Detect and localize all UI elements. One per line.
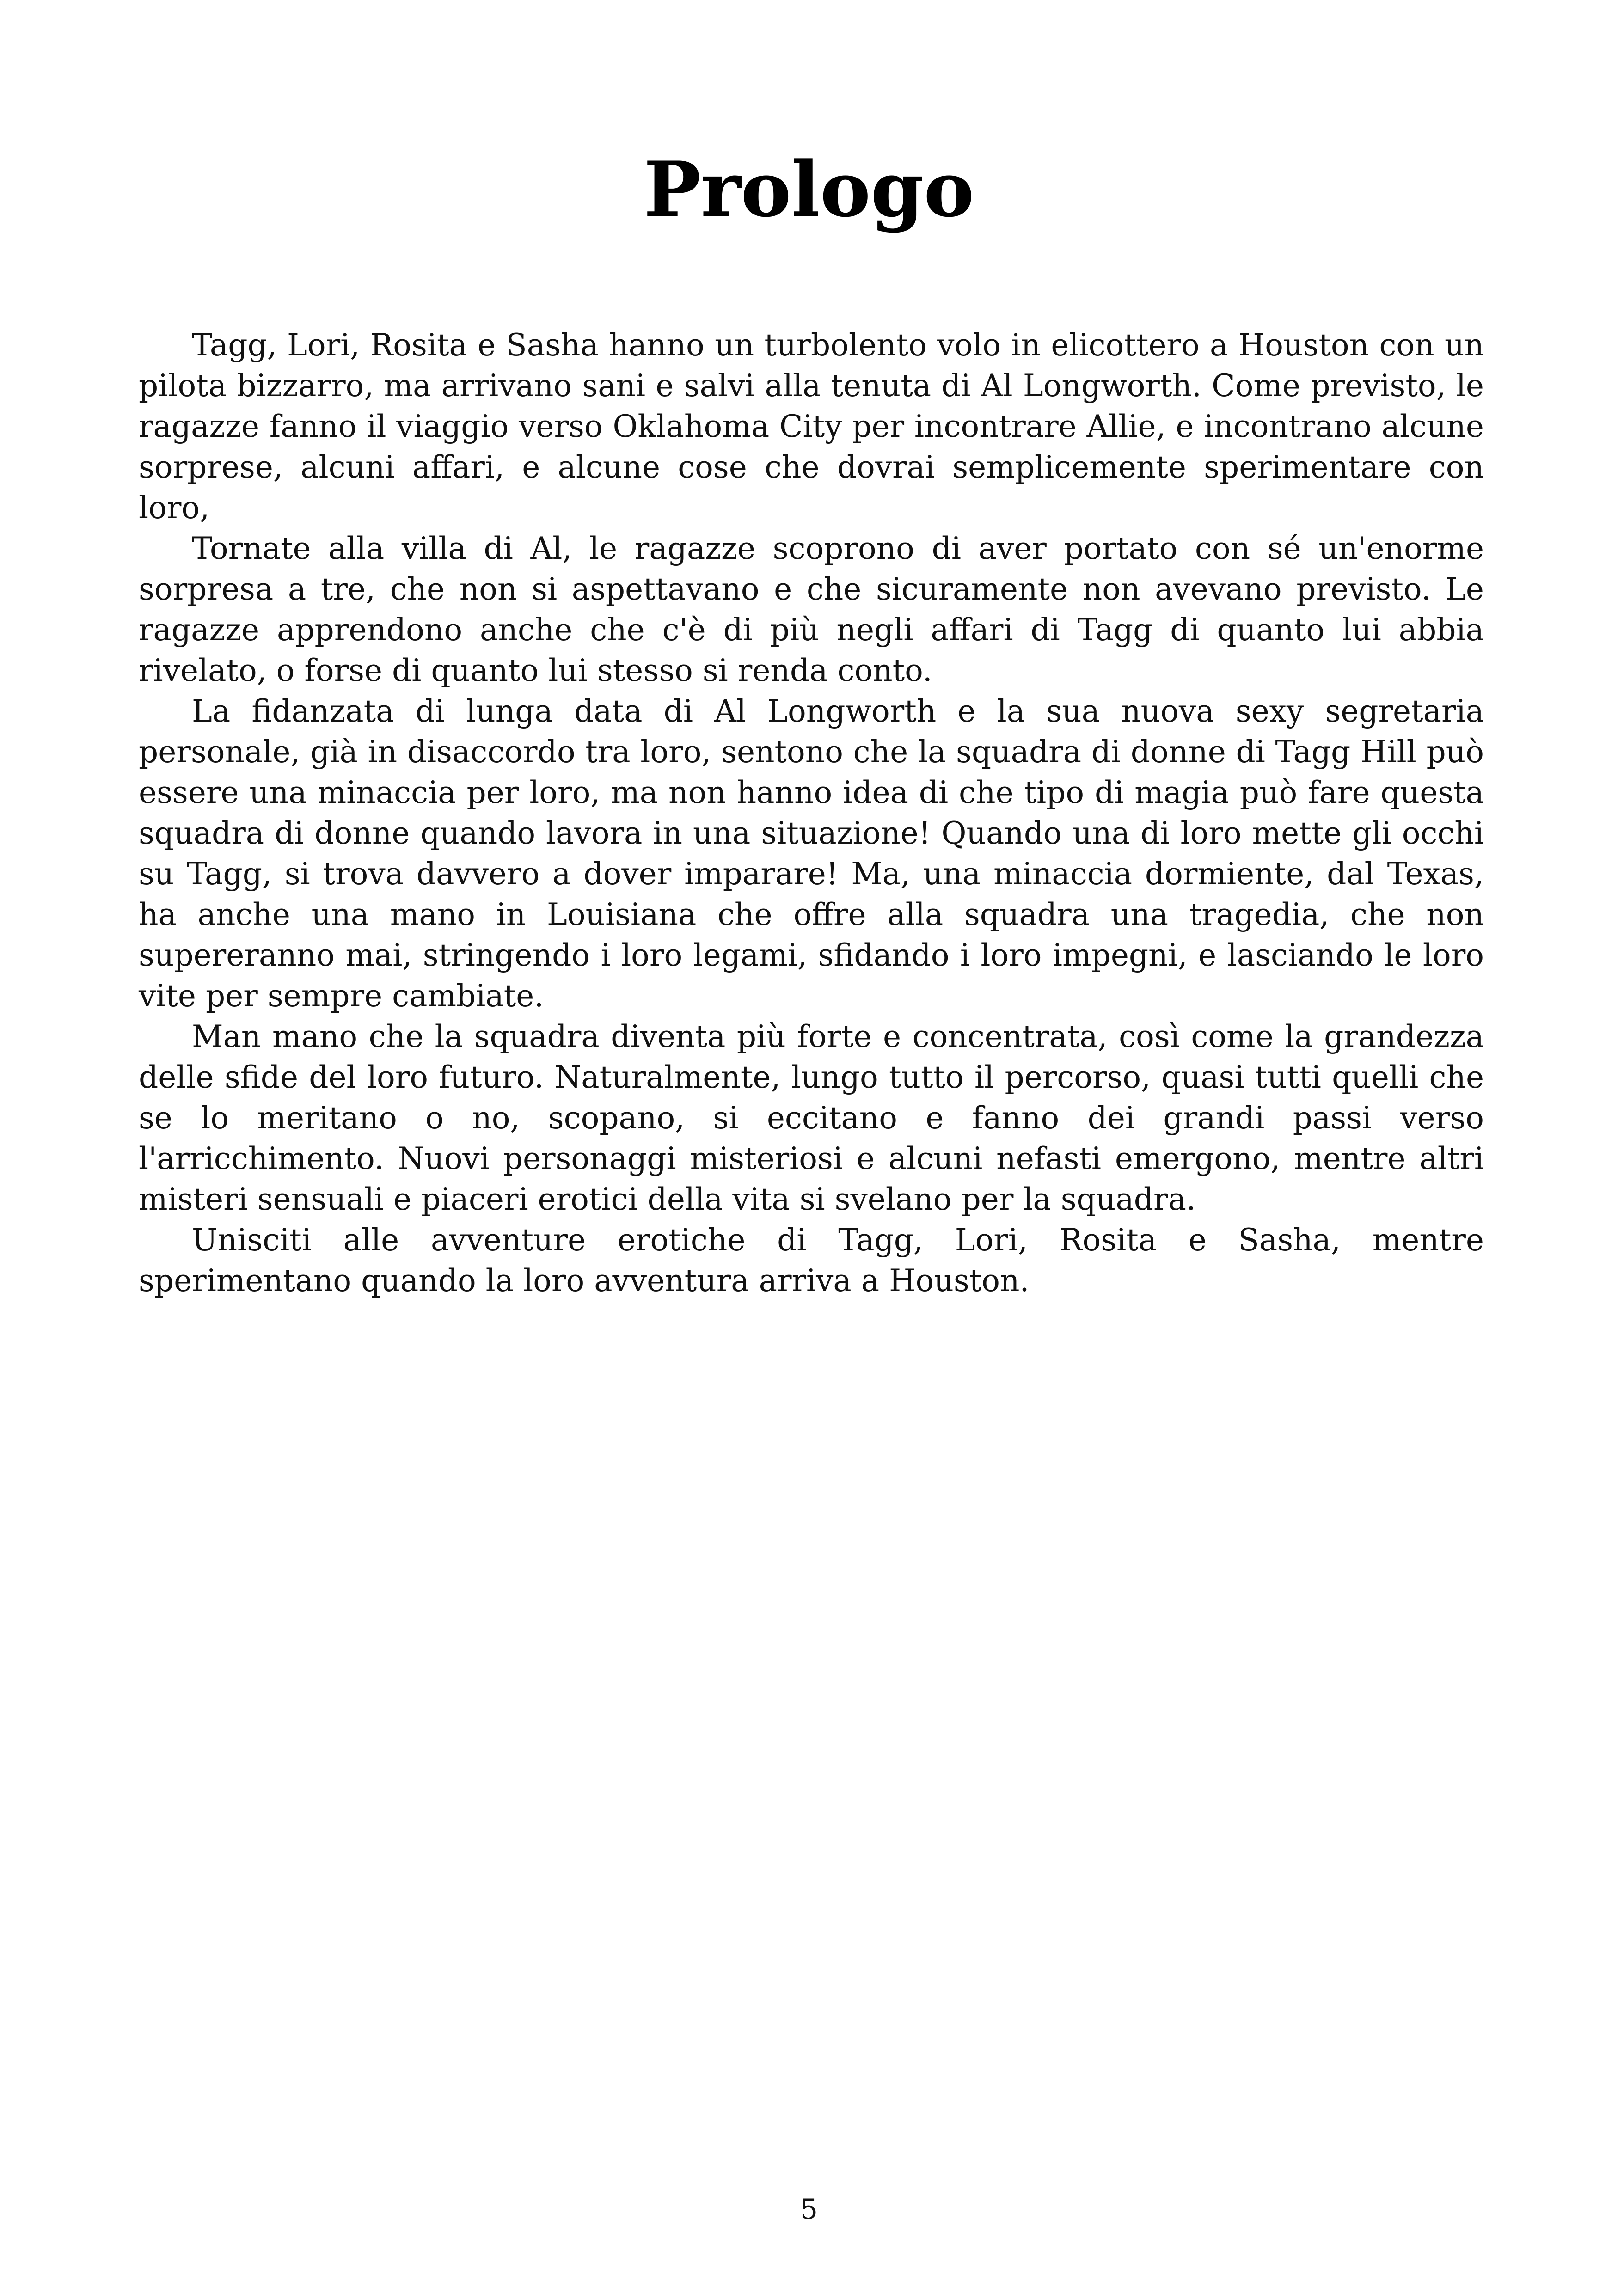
paragraph-1: Tagg, Lori, Rosita e Sasha hanno un turbolento volo in elicottero a Houston con un pilota bizzarro, ma arrivano sani e salvi alla tenuta di Al Longworth. Come previsto, le ragazze fanno il viaggio verso Oklahoma City per incontrare Allie, e incontrano alcune sorprese, alcuni affari, e alcune cose che dovrai semplicemente sperimentare con loro, bbox=[139, 327, 1484, 526]
page-number: 5 bbox=[800, 2193, 818, 2226]
paragraph-4: Man mano che la squadra diventa più forte e concentrata, così come la grandezza delle sfide del loro futuro. Naturalmente, lungo tutto il percorso, quasi tutti quelli che se lo meritano o no, scopano, si eccitano e fanno dei grandi passi verso l'arricchimento. Nuovi personaggi misteriosi e alcuni nefasti emergono, mentre altri misteri sensuali e piaceri erotici della vita si svelano per la squadra. bbox=[139, 1019, 1484, 1217]
paragraph-2: Tornate alla villa di Al, le ragazze scoprono di aver portato con sé un'enorme sorpresa a tre, che non si aspettavano e che sicuramente non avevano previsto. Le ragazze apprendono anche che c'è di più negli affari di Tagg di quanto lui abbia rivelato, o forse di quanto lui stesso si renda conto. bbox=[139, 531, 1484, 688]
paragraph-3: La fidanzata di lunga data di Al Longworth e la sua nuova sexy segretaria personale, già in disaccordo tra loro, sentono che la squadra di donne di Tagg Hill può essere una minaccia per loro, ma non hanno idea di che tipo di magia può fare questa squadra di donne quando lavora in una situazione! Quando una di loro mette gli occhi su Tagg, si trova davvero a dover imparare! Ma, una minaccia dormiente, dal Texas, ha anche una mano in Louisiana che offre alla squadra una tragedia, che non supereranno mai, stringendo i loro legami, sfidando i loro impegni, e lasciando le loro vite per sempre cambiate. bbox=[139, 693, 1484, 1014]
body-text bbox=[139, 325, 1484, 1301]
chapter-title: Prologo bbox=[644, 145, 974, 234]
paragraph-5: Unisciti alle avventure erotiche di Tagg, Lori, Rosita e Sasha, mentre sperimentano quando la loro avventura arriva a Houston. bbox=[139, 1222, 1484, 1298]
